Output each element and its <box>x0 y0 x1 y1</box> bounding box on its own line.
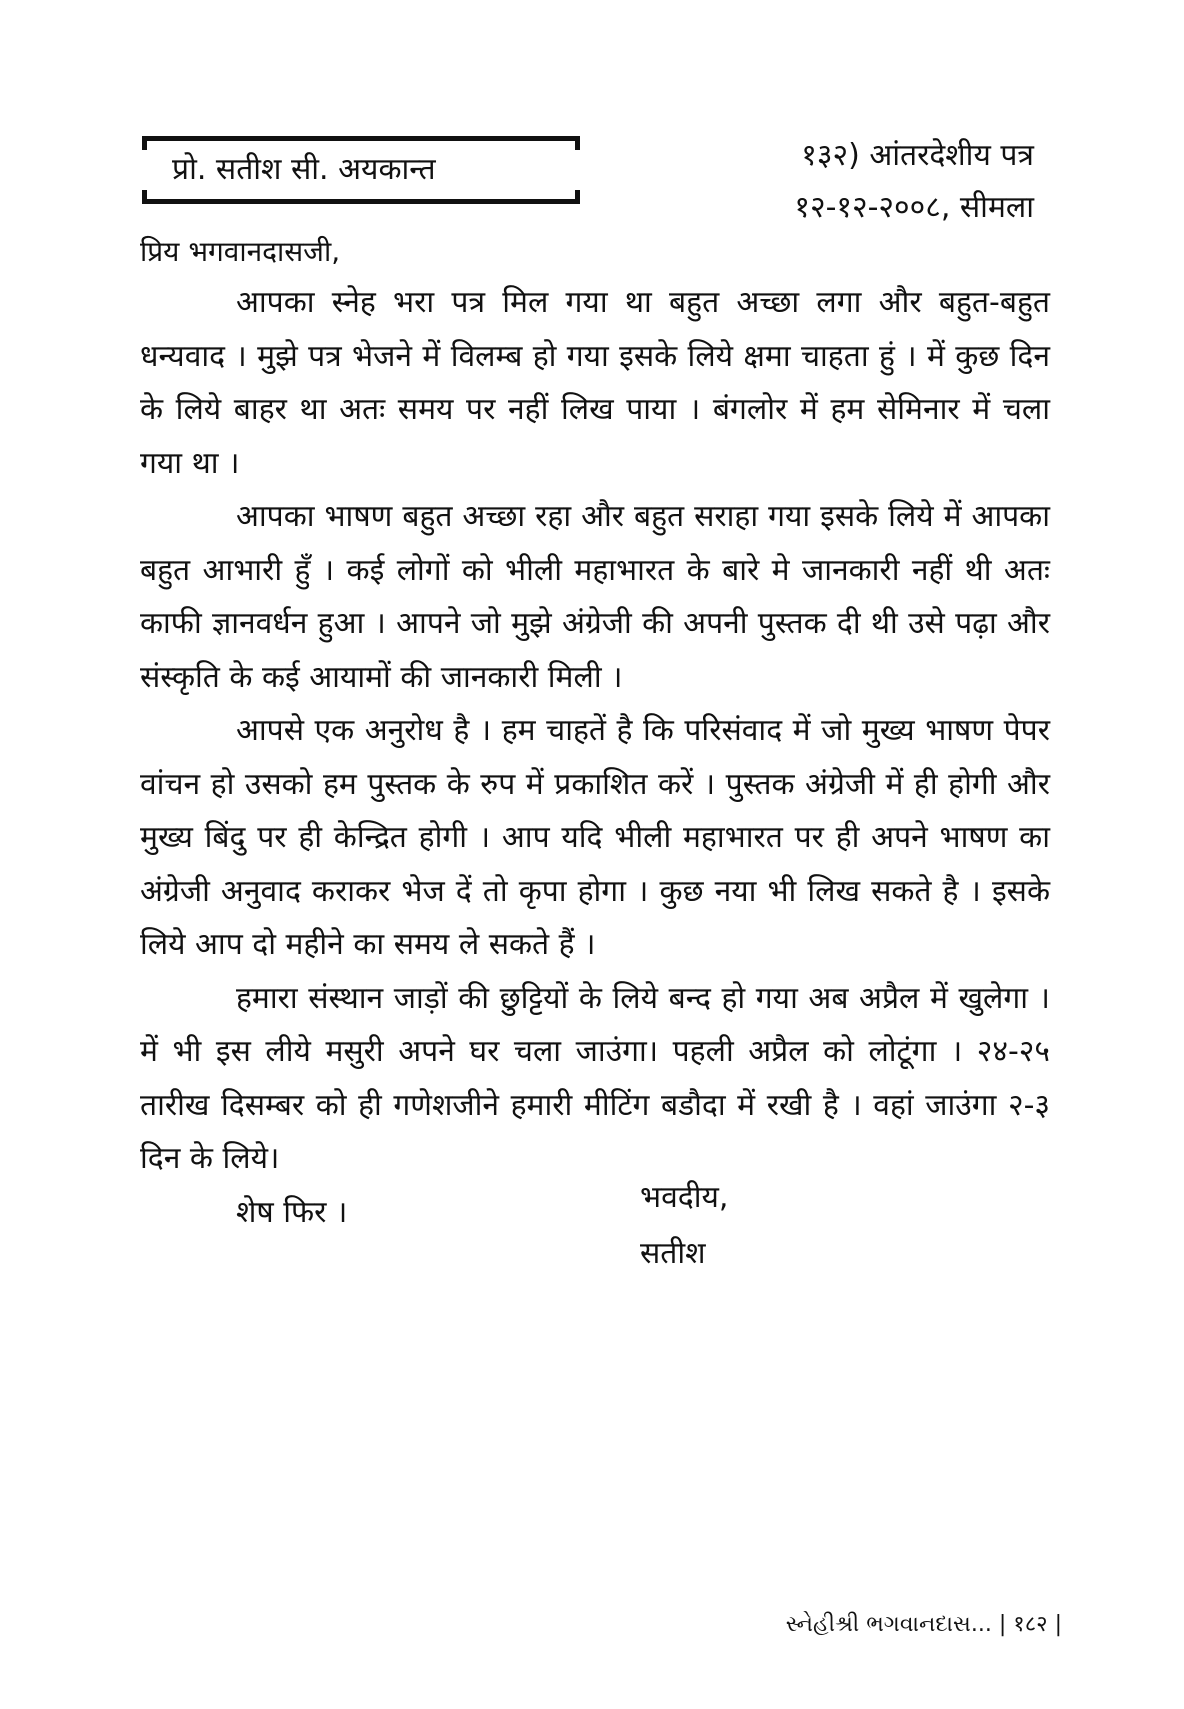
letter-meta <box>794 130 1034 234</box>
sender-box-corner <box>142 136 147 150</box>
sender-box-corner <box>575 136 580 150</box>
sender-box-bottom-rule <box>142 199 580 204</box>
book-title: સ્નેહીશ્રી ભગવાનદાસ... <box>785 1612 992 1637</box>
paragraph: हमारा संस्थान जाड़ों की छुट्टियों के लिये बन्द हो गया अब अप्रैल में खुलेगा । में भी इस लीये मसुरी अपने घर चला जाउंगा। पहली अप्रैल को लोटूंगा । २४-२५ तारीख दिसम्बर को ही गणेशजीने हमारी मीटिंग बडौदा में रखी है । वहां जाउंगा २-३ दिन के लिये। <box>140 980 1050 1176</box>
closing <box>640 1170 728 1282</box>
letter-date-place: १२-१२-२००८, सीमला <box>794 190 1034 225</box>
signature: सतीश <box>640 1236 706 1271</box>
page-footer <box>786 1610 1062 1640</box>
valediction: भवदीय, <box>640 1180 729 1215</box>
sender-name: प्रो. सतीश सी. अयकान्त <box>172 152 436 187</box>
page-number: | १८२ | <box>998 1612 1062 1637</box>
sender-box-top-rule <box>142 136 580 141</box>
paragraph: शेष फिर । <box>236 1194 348 1230</box>
letter-body <box>140 276 1050 1239</box>
salutation: प्रिय भगवानदासजी, <box>140 235 341 268</box>
sender-box <box>142 136 580 204</box>
paragraph: आपसे एक अनुरोध है । हम चाहतें है कि परिसंवाद में जो मुख्य भाषण पेपर वांचन हो उसको हम पुस्तक के रुप में प्रकाशित करें । पुस्तक अंग्रेजी में ही होगी और मुख्य बिंदु पर ही केन्द्रित होगी । आप यदि भीली महाभारत पर ही अपने भाषण का अंग्रेजी अनुवाद कराकर भेज दें तो कृपा होगा । कुछ नया भी लिख सकते है । इसके लिये आप दो महीने का समय ले सकते हैं । <box>140 713 1050 962</box>
letter-number: १३२) आंतरदेशीय पत्र <box>801 138 1034 173</box>
paragraph: आपका भाषण बहुत अच्छा रहा और बहुत सराहा गया इसके लिये में आपका बहुत आभारी हुँ । कई लोगों को भीली महाभारत के बारे मे जानकारी नहीं थी अतः काफी ज्ञानवर्धन हुआ । आपने जो मुझे अंग्रेजी की अपनी पुस्तक दी थी उसे पढ़ा और संस्कृति के कई आयामों की जानकारी मिली । <box>140 499 1050 695</box>
paragraph: आपका स्नेह भरा पत्र मिल गया था बहुत अच्छा लगा और बहुत-बहुत धन्यवाद । मुझे पत्र भेजने में विलम्ब हो गया इसके लिये क्षमा चाहता हुं । में कुछ दिन के लिये बाहर था अतः समय पर नहीं लिख पाया । बंगलोर में हम सेमिनार में चला गया था । <box>140 285 1050 481</box>
